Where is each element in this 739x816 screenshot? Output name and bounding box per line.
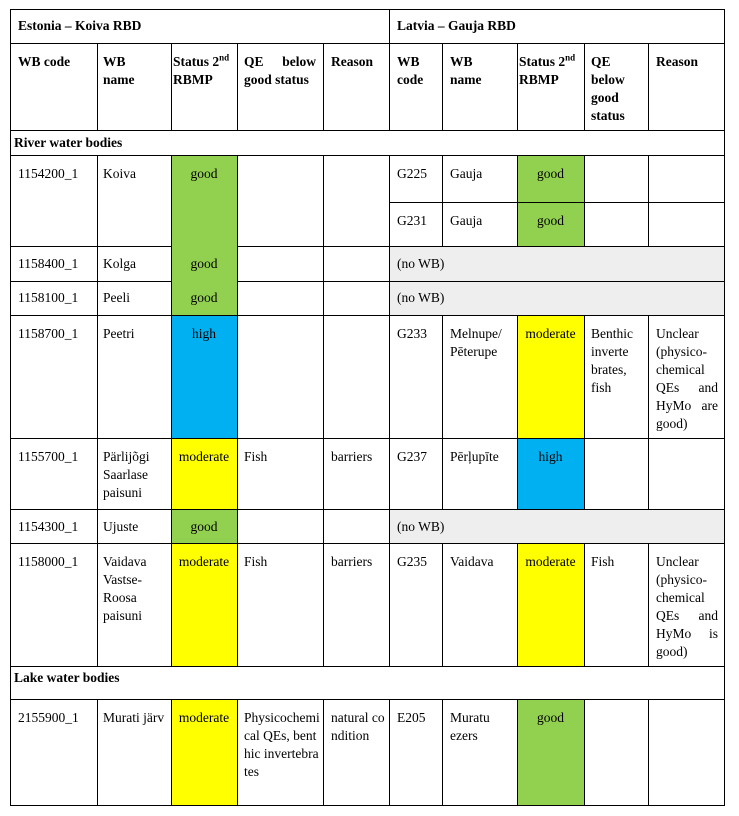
lv-qe-g237 [584, 438, 648, 509]
rule-lv-col2-a [517, 43, 518, 130]
rule-lv-col4-b [648, 155, 649, 246]
rule-below-kolga-mid [237, 281, 725, 282]
rule-lv-col1-e [442, 699, 443, 805]
lv-wb-name-g235: Vaidava [450, 554, 494, 569]
ee-status-peetri: high [171, 315, 237, 438]
rule-lv-col3-c [584, 315, 585, 509]
rule-lv-col3-b [584, 155, 585, 246]
rule-lv-col2-c [517, 315, 518, 509]
col-header-status-lv: Status 2nd RBMP [519, 52, 576, 87]
lv-qe-e205 [584, 699, 648, 805]
lv-wb-name-g233: Melnupe/ Pēterupe [450, 326, 502, 359]
ee-reason-parlijogi: barriers [331, 449, 373, 464]
ee-qe-parlijogi: Fish [244, 449, 268, 464]
lv-status-g235: moderate [517, 543, 584, 666]
ee-status-kolga: good [190, 256, 218, 271]
rule-right-edge [724, 9, 725, 806]
lv-wb-name-g237: Pērļupīte [450, 449, 499, 464]
ee-wb-name-murati: Murati järv [103, 710, 165, 725]
rule-ee-col3-b [237, 155, 238, 666]
rule-left-edge [10, 9, 11, 806]
col-header-qe-lv: QE below good status [591, 54, 625, 123]
col-header-wb-name-lv: WB name [450, 54, 482, 87]
rule-lv-col2-b [517, 155, 518, 246]
rule-lv-col3-a [584, 43, 585, 130]
lv-no-wb-peeli: (no WB) [389, 281, 724, 315]
estonia-koiva-rbd-title: Estonia – Koiva RBD [18, 18, 142, 33]
rule-country-split-c [389, 699, 390, 805]
lv-qe-g231 [584, 202, 648, 246]
lv-wb-code-g237: G237 [397, 449, 427, 464]
lv-wb-name-g225: Gauja [450, 166, 483, 181]
rule-lv-col1-b [442, 155, 443, 246]
ee-wb-name-kolga: Kolga [103, 256, 136, 271]
ee-wb-code-parlijogi: 1155700_1 [18, 449, 79, 464]
ee-qe-vaidava: Fish [244, 554, 268, 569]
rule-ee-col4-b [323, 155, 324, 666]
lv-wb-code-g225: G225 [397, 166, 427, 181]
rule-below-koiva-ee [10, 246, 171, 247]
lv-no-wb-ujuste: (no WB) [389, 509, 724, 543]
lv-reason-g225 [648, 155, 724, 202]
rule-below-peeli [10, 315, 725, 316]
ee-qe-ujuste [237, 509, 323, 543]
ee-reason-ujuste [323, 509, 389, 543]
lv-status-g233: moderate [517, 315, 584, 438]
rule-ee-col3-a [237, 43, 238, 130]
rule-lv-col1-a [442, 43, 443, 130]
ee-wb-code-peetri: 1158700_1 [18, 326, 79, 341]
ee-wb-code-ujuste: 1154300_1 [18, 519, 79, 534]
rule-below-vaidava [10, 666, 725, 667]
lv-status-g237: high [517, 438, 584, 509]
section-lake-water-bodies: Lake water bodies [14, 670, 120, 685]
rule-ee-col4-c [323, 699, 324, 805]
rule-below-kolga-ee [10, 281, 171, 282]
lv-no-wb-kolga: (no WB) [389, 246, 724, 281]
rule-below-koiva-mid [237, 246, 725, 247]
ee-status-murati: moderate [171, 699, 237, 805]
ee-wb-name-parlijogi: Pärlijõgi Saarlase paisuni [103, 449, 150, 500]
rule-lv-col2-d [517, 543, 518, 666]
rule-lv-col4-c [648, 315, 649, 509]
ee-wb-code-peeli: 1158100_1 [18, 290, 79, 305]
col-header-wb-code-lv: WB code [397, 54, 424, 87]
lv-reason-g235: Unclear (physico-chemical QEs and HyMo is good) [656, 554, 718, 659]
rule-below-river-section [10, 155, 725, 156]
lv-reason-g233: Unclear (physico-chemical QEs and HyMo are good) [656, 326, 718, 431]
lv-wb-code-g231: G231 [397, 213, 427, 228]
ee-wb-name-peetri: Peetri [103, 326, 135, 341]
lv-wb-code-g233: G233 [397, 326, 427, 341]
ee-reason-murati: natural condition [331, 710, 385, 743]
col-header-wb-name-ee: WB name [103, 54, 135, 87]
rule-lv-col4-e [648, 699, 649, 805]
rule-ee-col1-b [97, 155, 98, 666]
ee-status-parlijogi: moderate [171, 438, 237, 509]
lv-qe-g225 [584, 155, 648, 202]
ee-qe-koiva [237, 155, 323, 246]
col-header-reason-lv: Reason [656, 54, 699, 69]
rule-ee-col1-c [97, 699, 98, 805]
lv-qe-g233: Benthic inverte brates, fish [591, 326, 633, 395]
lv-reason-e205 [648, 699, 724, 805]
rule-ee-col1-a [97, 43, 98, 130]
rule-below-title [10, 43, 725, 44]
ee-status-vaidava: moderate [171, 543, 237, 666]
ee-wb-name-peeli: Peeli [103, 290, 130, 305]
rule-country-split-top [389, 9, 390, 130]
rule-below-parlijogi [10, 509, 725, 510]
ee-wb-name-ujuste: Ujuste [103, 519, 139, 534]
ee-wb-code-murati: 2155900_1 [18, 710, 79, 725]
col-header-wb-code-ee: WB code [18, 54, 71, 69]
col-header-qe-ee: QE below good status [244, 54, 316, 87]
rule-lv-col4-a [648, 43, 649, 130]
rule-bottom [10, 805, 725, 806]
ee-reason-vaidava: barriers [331, 554, 373, 569]
ee-wb-code-kolga: 1158400_1 [18, 256, 79, 271]
rule-below-peetri [10, 438, 725, 439]
rule-lv-col2-e [517, 699, 518, 805]
latvia-gauja-rbd-title: Latvia – Gauja RBD [397, 18, 516, 33]
lv-reason-g237 [648, 438, 724, 509]
ee-wb-name-koiva: Koiva [103, 166, 136, 181]
lv-wb-code-g235: G235 [397, 554, 427, 569]
ee-wb-code-vaidava: 1158000_1 [18, 554, 79, 569]
ee-status-ujuste: good [171, 509, 237, 543]
rule-lv-col3-d [584, 543, 585, 666]
rule-ee-col4-a [323, 43, 324, 130]
rule-lv-col1-c [442, 315, 443, 509]
section-river-water-bodies: River water bodies [14, 135, 123, 150]
ee-wb-name-vaidava: Vaidava Vastse-Roosa paisuni [103, 554, 147, 623]
ee-qe-murati: Physicochemical QEs, benthic invertebrates [244, 710, 320, 779]
lv-wb-name-g231: Gauja [450, 213, 483, 228]
lv-wb-code-e205: E205 [397, 710, 426, 725]
rule-between-g225-g231 [389, 202, 725, 203]
rule-below-ujuste [10, 543, 725, 544]
ee-status-peeli: good [190, 290, 218, 305]
ee-qe-peetri [237, 315, 323, 438]
col-header-status-ee: Status 2nd RBMP [173, 52, 230, 87]
ee-reason-peetri [323, 315, 389, 438]
col-header-reason-ee: Reason [331, 54, 374, 69]
ee-reason-koiva [323, 155, 389, 246]
rule-ee-col3-c [237, 699, 238, 805]
rule-country-split-b [389, 155, 390, 666]
rule-lv-col4-d [648, 543, 649, 666]
rule-ee-col2-a [171, 43, 172, 130]
rule-top [10, 9, 725, 10]
lv-reason-g231 [648, 202, 724, 246]
rule-ee-col2-c [171, 699, 172, 805]
rule-ee-col2-b [171, 155, 172, 666]
rule-below-lake-section [10, 699, 725, 700]
rule-lv-col1-d [442, 543, 443, 666]
ee-wb-code-koiva: 1154200_1 [18, 166, 79, 181]
lv-status-g225: good [517, 155, 584, 202]
ee-status-koiva: good [171, 155, 237, 315]
lv-status-e205: good [517, 699, 584, 805]
lv-status-g231: good [517, 202, 584, 246]
rule-below-header [10, 130, 725, 131]
lv-qe-g235: Fish [591, 554, 615, 569]
lv-wb-name-e205: Muratu ezers [450, 710, 490, 743]
rule-lv-col3-e [584, 699, 585, 805]
